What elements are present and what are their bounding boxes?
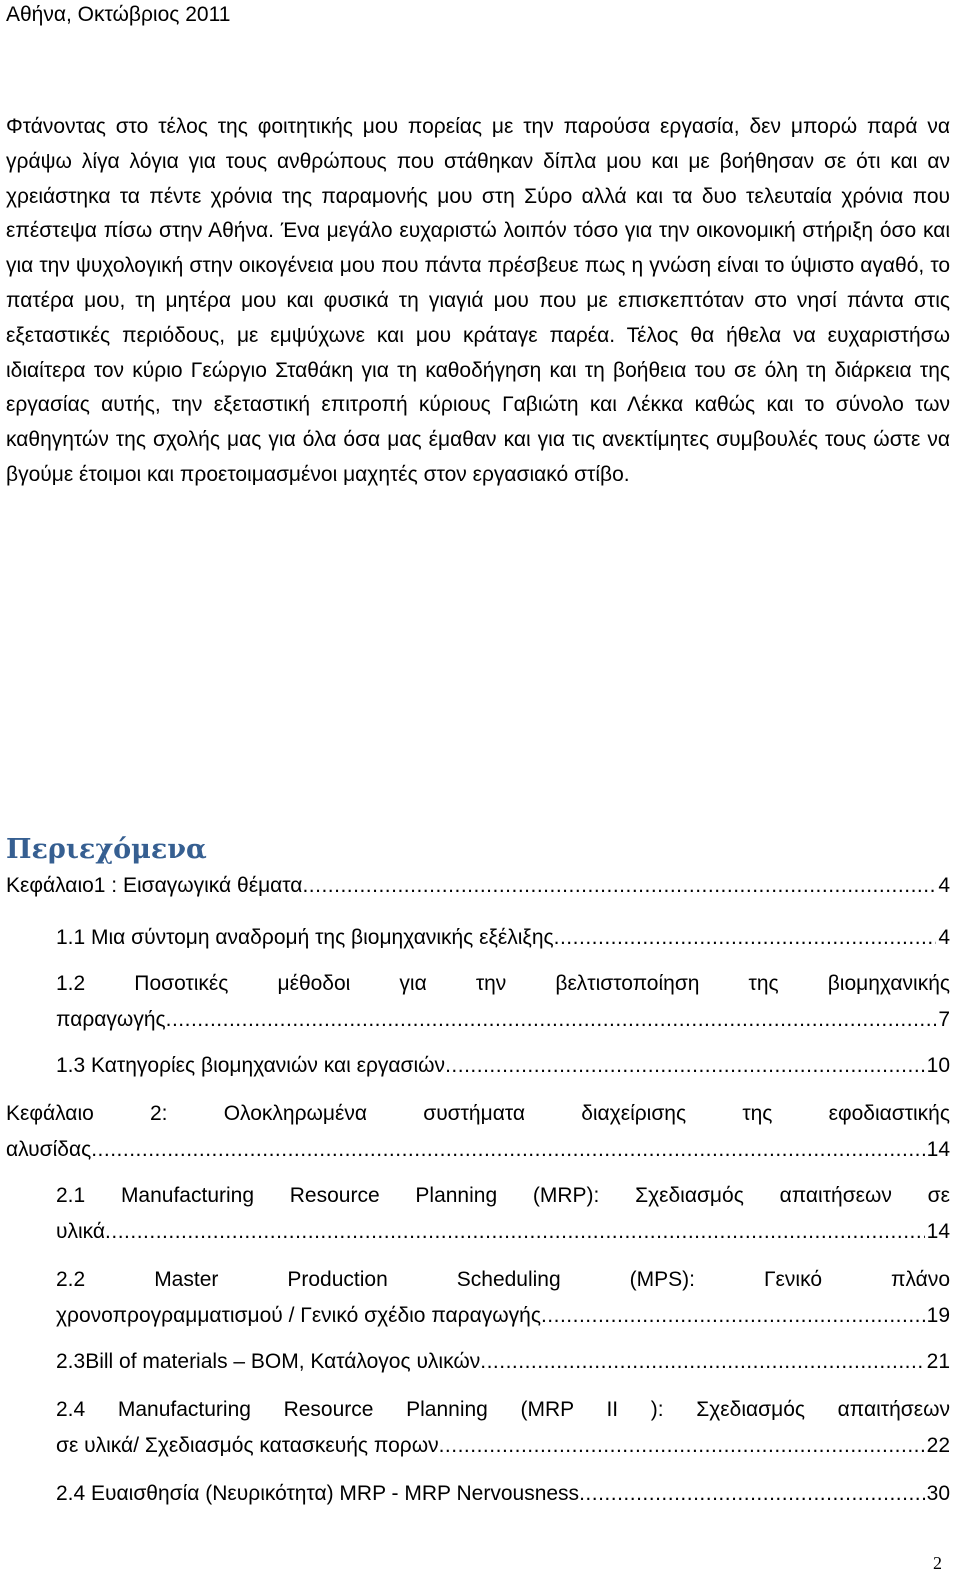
toc-entry-page: 21: [926, 1350, 950, 1373]
toc-entry-title: 2.4 Ευαισθησία (Νευρικότητα) MRP - MRP Nervousness: [56, 1482, 580, 1505]
toc-entry-title: σε υλικά/ Σχεδιασμός κατασκευής πορων: [56, 1434, 439, 1457]
toc-entry-page: 30: [926, 1482, 950, 1505]
toc-leader-dots: [480, 1344, 924, 1380]
toc-entry-page: 14: [926, 1138, 950, 1161]
toc-entry-title-line1: Κεφάλαιο 2: Ολοκληρωμένα συστήματα διαχείρισης της εφοδιαστικής: [6, 1102, 950, 1125]
toc-entry-page: 4: [938, 926, 950, 949]
toc-leader-dots: [579, 1476, 925, 1512]
toc-entry-title-line1: 2.4 Manufacturing Resource Planning (MRP II ): Σχεδιασμός απαιτήσεων: [56, 1398, 950, 1421]
toc-title: Περιεχόμενα: [6, 834, 207, 865]
toc-entry[interactable]: [56, 1262, 950, 1334]
toc-entry-page: 22: [926, 1434, 950, 1457]
toc-entry-title: 1.3 Κατηγορίες βιομηχανιών και εργασιών: [56, 1054, 446, 1077]
toc-entry[interactable]: [56, 1048, 950, 1084]
toc-entry-title: υλικά: [56, 1220, 106, 1243]
toc-entry[interactable]: [56, 1178, 950, 1250]
toc-entry-page: 4: [938, 874, 950, 897]
toc-entry-title: χρονοπρογραμματισμού / Γενικό σχέδιο παραγωγής: [56, 1304, 541, 1327]
toc-leader-dots: [445, 1048, 925, 1084]
toc-entry[interactable]: [6, 868, 950, 904]
toc-leader-dots: [91, 1132, 924, 1168]
toc-leader-dots: [439, 1428, 925, 1464]
toc-entry[interactable]: [56, 966, 950, 1038]
toc-entry-title: Κεφάλαιο1 : Εισαγωγικά θέματα: [6, 874, 303, 897]
acknowledgement-paragraph: Φτάνοντας στο τέλος της φοιτητικής μου πορείας με την παρούσα εργασία, δεν μπορώ παρά να γράψω λίγα λόγια για τους ανθρώπους που στάθηκαν δίπλα μου και με βοήθησαν σε ότι και αν χρειάστηκα τα πέντε χρόνια της παραμονής μου στη Σύρο αλλά και τα δυο τελευταία χρόνια που επέστεψα πίσω στην Αθήνα. Ένα μεγάλο ευχαριστώ λοιπόν τόσο για την οικονομική στήριξη όσο και για την ψυχολογική στην οικογένεια μου που πάντα πρέσβευε πως η γνώση είναι το ύψιστο αγαθό, το πατέρα μου, τη μητέρα μου και φυσικά τη γιαγιά μου που με επισκεπτόταν στο νησί πάντα στις εξεταστικές περιόδους, με εμψύχωνε και μου κράταγε παρέα. Τέλος θα ήθελα να ευχαριστήσω ιδιαίτερα τον κύριο Γεώργιο Σταθάκη για τη καθοδήγηση και τη βοήθεια του σε όλη τη διάρκεια της εργασίας αυτής, την εξεταστική επιτροπή κύριους Γαβιώτη και Λέκκα καθώς και το σύνολο των καθηγητών της σχολής μας για όλα όσα μας έμαθαν και για τις ανεκτίμητες συμβουλές τους ώστε να βγούμε έτοιμοι και προετοιμασμένοι μαχητές στον εργασιακό στίβο.: [6, 115, 950, 486]
toc-entry[interactable]: [56, 920, 950, 956]
toc-leader-dots: [541, 1298, 925, 1334]
page-number: 2: [933, 1553, 942, 1573]
toc-entry-title-line1: 2.1 Manufacturing Resource Planning (MRP): Σχεδιασμός απαιτήσεων σε: [56, 1184, 950, 1207]
toc-leader-dots: [105, 1214, 925, 1250]
toc-entry-title: αλυσίδας: [6, 1138, 92, 1161]
toc-entry-title-line1: 2.2 Master Production Scheduling (MPS): Γενικό πλάνο: [56, 1268, 950, 1291]
toc-entry-title: 1.1 Μια σύντομη αναδρομή της βιομηχανικής εξέλιξης: [56, 926, 554, 949]
toc-entry[interactable]: [6, 1096, 950, 1168]
toc-leader-dots: [554, 920, 937, 956]
toc-entry-title: 2.3Bill of materials – BOM, Κατάλογος υλικών: [56, 1350, 481, 1373]
toc-entry-title: παραγωγής: [56, 1008, 166, 1031]
toc-entry-title-line1: 1.2 Ποσοτικές μέθοδοι για την βελτιστοποίηση της βιομηχανικής: [56, 972, 950, 995]
toc-entry[interactable]: [56, 1392, 950, 1464]
toc-entry-page: 19: [926, 1304, 950, 1327]
toc-entry-page: 7: [938, 1008, 950, 1031]
toc-entry-page: 14: [926, 1220, 950, 1243]
toc-entry[interactable]: [56, 1476, 950, 1512]
place-date: Αθήνα, Οκτώβριος 2011: [6, 3, 231, 26]
toc-leader-dots: [302, 868, 936, 904]
toc-entry[interactable]: [56, 1344, 950, 1380]
toc-leader-dots: [166, 1002, 937, 1038]
toc-entry-page: 10: [926, 1054, 950, 1077]
